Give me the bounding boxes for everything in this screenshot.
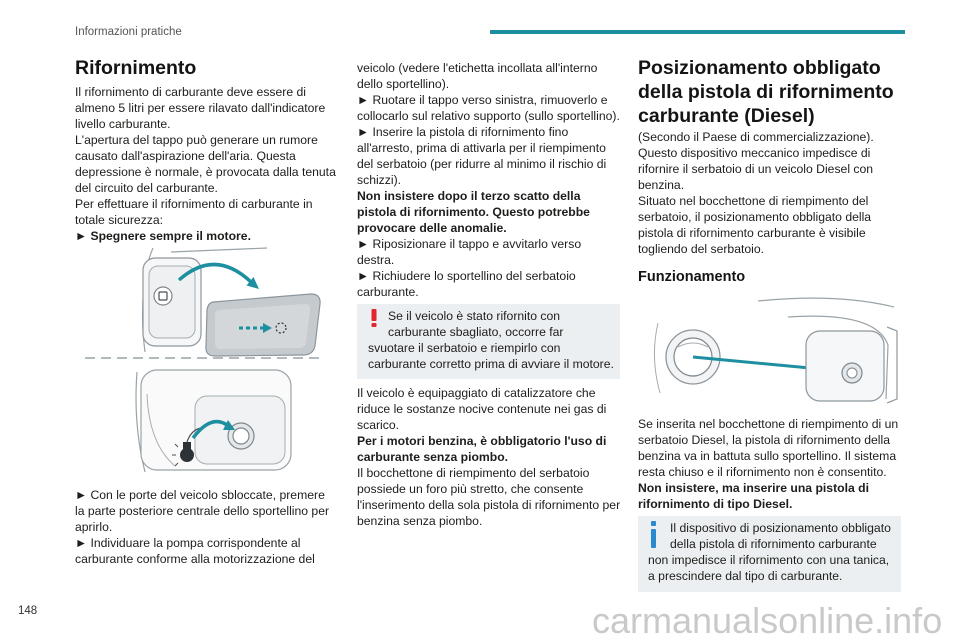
text-line: serbatoio Diesel, la pistola di rifornimento della xyxy=(638,433,891,447)
filler-neck-paragraph xyxy=(357,465,621,529)
text-line: carburante senza piombo. xyxy=(357,450,509,464)
text-line: rifornimento di tipo Diesel. xyxy=(638,497,793,511)
text-line: Per effettuare il rifornimento di carburante in xyxy=(75,197,313,211)
text-line: Per i motori benzina, è obbligatorio l'uso di xyxy=(357,434,607,448)
text-line: Non insistere dopo il terzo scatto della xyxy=(357,189,581,203)
text-line: del circuito del carburante. xyxy=(75,181,218,195)
text-line: carburante. xyxy=(357,285,419,299)
text-line: dello sportellino). xyxy=(357,77,450,91)
warning-text-indented xyxy=(368,308,612,340)
fuel-flap-recess-icon xyxy=(758,298,897,403)
text-line: carburante corretto prima di avviare il motore. xyxy=(368,357,614,371)
info-icon xyxy=(648,521,659,548)
text-line: della pistola di rifornimento carburante xyxy=(670,537,877,551)
text-line: destra. xyxy=(357,253,395,267)
text-line: L'apertura del tappo può generare un rumore xyxy=(75,133,318,147)
heading-rifornimento: Rifornimento xyxy=(75,57,197,79)
diesel-misfuel-device-illustration xyxy=(638,287,902,416)
text-line: causato dall'aspirazione dell'aria. Questa xyxy=(75,149,296,163)
text-line: togliendo del serbatoio. xyxy=(638,242,765,256)
fuel-flap-press-icon xyxy=(143,248,321,356)
text-line: (Secondo il Paese di commercializzazione). xyxy=(638,130,874,144)
jerrycan-info-box xyxy=(638,516,901,592)
text-line: carburante (Diesel) xyxy=(638,105,815,127)
info-text-indented xyxy=(648,520,893,552)
text-line: provocare delle anomalie. xyxy=(357,221,507,235)
text-line: depressione è normale, è provocata dalla tenuta xyxy=(75,165,336,179)
operation-bold-text xyxy=(638,480,902,512)
section-accent-bar xyxy=(490,30,905,34)
text-line: ► Inserire la pistola di rifornimento fino xyxy=(357,125,569,139)
text-line: benzina va in battuta sullo sportellino. Il sistema xyxy=(638,449,897,463)
operation-paragraph xyxy=(638,416,902,480)
text-line: ► Ruotare il tappo verso sinistra, rimuoverlo e xyxy=(357,93,608,107)
text-line: livello carburante. xyxy=(75,117,171,131)
text-line: carburante sbagliato, occorre far xyxy=(388,325,564,339)
text-line: non impedisce il rifornimento con una tanica, xyxy=(648,553,890,567)
column-left xyxy=(75,56,337,567)
heading-diesel-misfuel-device xyxy=(638,56,902,128)
text-line: Se inserita nel bocchettone di riempimento di un xyxy=(638,417,899,431)
catalyst-paragraph xyxy=(357,385,621,433)
text-line: veicolo (vedere l'etichetta incollata all'interno xyxy=(357,61,598,75)
text-line: Se il veicolo è stato rifornito con xyxy=(388,309,561,323)
column-right xyxy=(638,56,902,592)
text-line: all'arresto, prima di attivarla per il riempimento xyxy=(357,141,606,155)
device-description xyxy=(638,129,902,257)
text-line: Il rifornimento di carburante deve essere di xyxy=(75,85,307,99)
watermark: carmanualsonline.info xyxy=(592,600,943,641)
engine-off-step xyxy=(75,228,337,244)
page-number: 148 xyxy=(18,605,38,617)
column-middle xyxy=(357,60,621,529)
text-line: possiede un foro più stretto, che consente xyxy=(357,482,584,496)
text-line: a prescindere dal tipo di carburante. xyxy=(648,569,843,583)
text-line: rifornire il serbatoio di un veicolo Diesel con xyxy=(638,162,874,176)
text-line: serbatoio, il posizionamento obbligato della xyxy=(638,210,872,224)
text-line: ► Richiudere lo sportellino del serbatoio xyxy=(357,269,576,283)
exclamation-icon xyxy=(370,309,378,327)
text-line: benzina. xyxy=(638,178,685,192)
text-line: collocarlo sul relativo supporto (sullo sportellino). xyxy=(357,109,620,123)
text-line: l'inserimento della sola pistola di rifornimento per xyxy=(357,498,621,512)
misfuel-device-svg xyxy=(638,287,900,416)
text-line: aprirlo. xyxy=(75,520,113,534)
caution-text xyxy=(357,188,621,236)
text-line: la parte posteriore centrale dello sportellino per xyxy=(75,504,330,518)
text-line: resta chiuso e il rifornimento non è consentito. xyxy=(638,465,887,479)
open-flap-steps xyxy=(75,487,337,567)
text-line: benzina senza piombo. xyxy=(357,514,483,528)
info-text xyxy=(648,552,893,584)
text-line: scarico. xyxy=(357,418,399,432)
text-line: riduce le sostanze nocive contenute nei gas di xyxy=(357,402,607,416)
text-line: ► Riposizionare il tappo e avvitarlo verso xyxy=(357,237,582,251)
intro-paragraph xyxy=(75,84,337,228)
section-title: Informazioni pratiche xyxy=(75,26,182,38)
text-line: svuotare il serbatoio e riempirlo con xyxy=(368,341,561,355)
text-line: ► Spegnere sempre il motore. xyxy=(75,229,251,243)
text-line: pistola di rifornimento. Questo potrebbe xyxy=(357,205,590,219)
text-line: Non insistere, ma inserire una pistola di xyxy=(638,481,869,495)
text-line: totale sicurezza: xyxy=(75,213,164,227)
text-line: ► Con le porte del veicolo sbloccate, premere xyxy=(75,488,325,502)
warning-text xyxy=(368,340,612,372)
text-line: ► Individuare la pompa corrispondente al xyxy=(75,536,301,550)
closing-steps xyxy=(357,236,621,300)
text-line: Il bocchettone di riempimento del serbatoio xyxy=(357,466,590,480)
text-line: schizzi). xyxy=(357,173,402,187)
fuel-flap-opening-illustration xyxy=(75,244,337,487)
text-line: Il veicolo è equipaggiato di catalizzatore che xyxy=(357,386,596,400)
fuel-flap-illustration-svg xyxy=(75,244,335,487)
text-line: Questo dispositivo meccanico impedisce di xyxy=(638,146,871,160)
unleaded-required-text xyxy=(357,433,621,465)
wrong-fuel-warning-box xyxy=(357,304,620,379)
text-line: Il dispositivo di posizionamento obbligato xyxy=(670,521,891,535)
text-line: almeno 5 litri per essere rilavato dall'indicatore xyxy=(75,101,326,115)
text-line: Posizionamento obbligato xyxy=(638,57,881,79)
fuel-cap-removed-icon xyxy=(136,370,291,472)
text-line: pistola di rifornimento carburante è visibile xyxy=(638,226,866,240)
text-line: della pistola di rifornimento xyxy=(638,81,894,103)
heading-funzionamento: Funzionamento xyxy=(638,269,746,285)
refuel-steps xyxy=(357,60,621,188)
text-line: Situato nel bocchettone di riempimento del xyxy=(638,194,869,208)
text-line: carburante conforme alla motorizzazione del xyxy=(75,552,315,566)
text-line: del serbatoio (per ridurre al minimo il rischio di xyxy=(357,157,607,171)
